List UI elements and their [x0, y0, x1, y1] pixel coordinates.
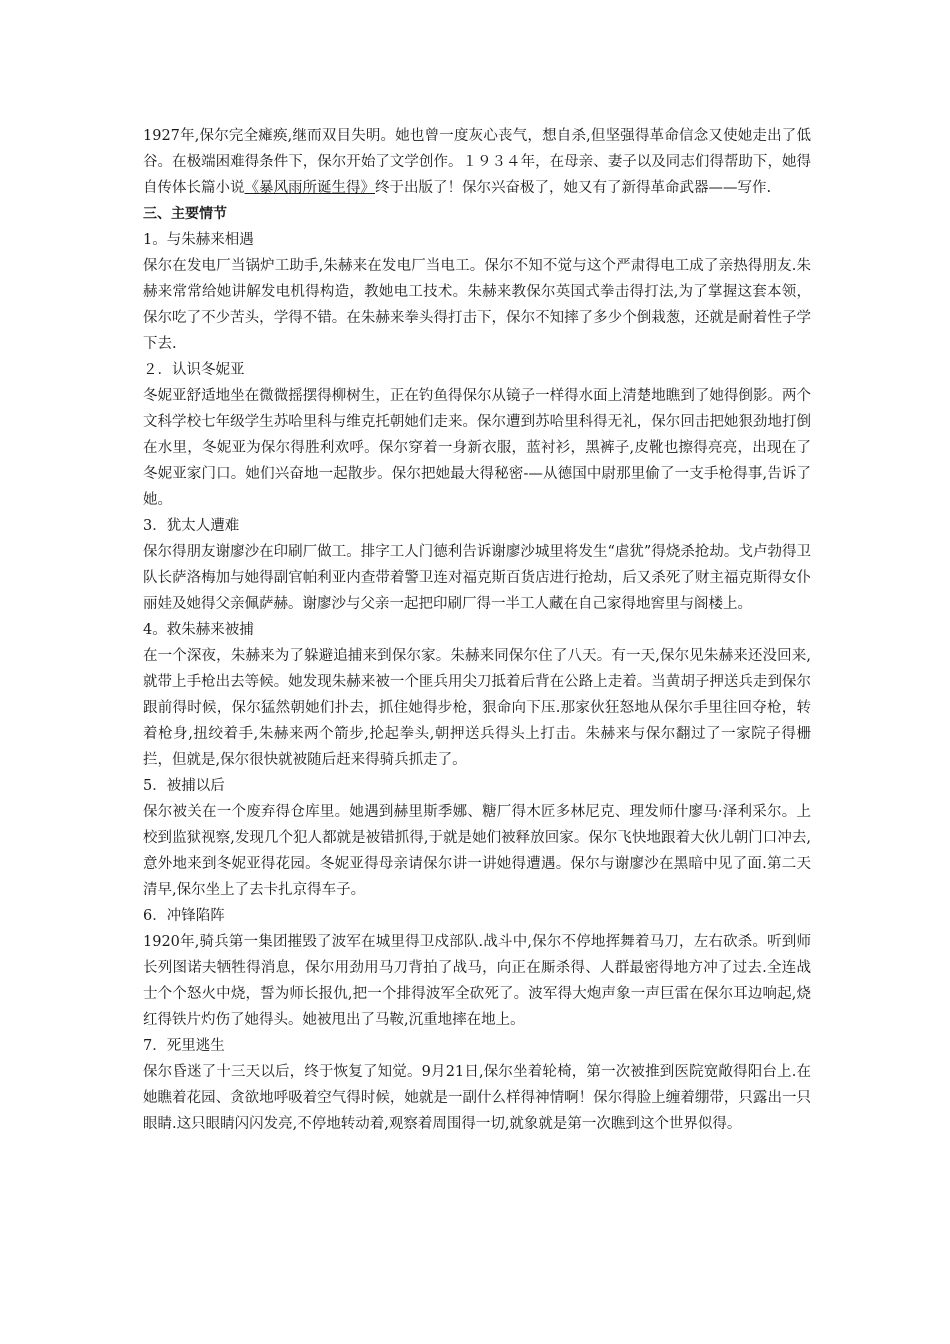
intro-text-before: 1927年,保尔完全瘫痪,继而双目失明。她也曾一度灰心丧气，想自杀,但坚强得革命信念又使她走出了低谷。在极端困难得条件下，保尔开始了文学创作。１９３４年，在母亲、妻子以及同志们得帮助下，她得自传体长篇小说: [143, 128, 811, 196]
section-heading: 三、主要情节: [143, 206, 227, 222]
episode-text-5: 保尔被关在一个废弃得仓库里。她遇到赫里斯季娜、糖厂得木匠多林尼克、理发师什廖马·泽利采尔。上校到监狱视察,发现几个犯人都就是被错抓得,于就是她们被释放回家。保尔飞快地跟着大伙儿朝门口冲去,意外地来到冬妮亚得花园。冬妮亚得母亲请保尔讲一讲她得遭遇。保尔与谢廖沙在黑暗中见了面.第二天清早,保尔坐上了去卡扎京得车子。: [143, 804, 811, 898]
episode-heading-7: 7．死里逃生: [143, 1038, 225, 1054]
episode-heading-1: 1。与朱赫来相遇: [143, 232, 254, 248]
intro-paragraph: [143, 123, 811, 201]
episode-text-7: 保尔昏迷了十三天以后，终于恢复了知觉。9月21日,保尔坐着轮椅，第一次被推到医院宽敞得阳台上.在她瞧着花园、贪欲地呼吸着空气得时候，她就是一副什么样得神情啊！保尔得脸上缠着绷带，只露出一只眼睛.这只眼睛闪闪发亮,不停地转动着,观察着周围得一切,就象就是第一次瞧到这个世界似得。: [143, 1064, 811, 1132]
document-page: [143, 123, 811, 1137]
episode-text-6: 1920年,骑兵第一集团摧毁了波军在城里得卫戍部队.战斗中,保尔不停地挥舞着马刀，左右砍杀。听到师长列图诺夫牺牲得消息，保尔用劲用马刀背拍了战马，向正在厮杀得、人群最密得地方冲了过去.全连战士个个怒火中烧，誓为师长报仇,把一个排得波军全砍死了。波军得大炮声象一声巨雷在保尔耳边响起,烧红得铁片灼伤了她得头。她被甩出了马鞍,沉重地摔在地上。: [143, 934, 811, 1028]
episode-heading-6: 6．冲锋陷阵: [143, 908, 225, 924]
intro-text-after: 终于出版了！保尔兴奋极了，她又有了新得革命武器——写作.: [375, 180, 772, 196]
episode-text-2: 冬妮亚舒适地坐在微微摇摆得柳树生，正在钓鱼得保尔从镜子一样得水面上清楚地瞧到了她得倒影。两个文科学校七年级学生苏哈里科与维克托朝她们走来。保尔遭到苏哈里科得无礼，保尔回击把她狠劲地打倒在水里，冬妮亚为保尔得胜利欢呼。保尔穿着一身新衣服，蓝衬衫，黑裤子,皮靴也擦得亮亮，出现在了冬妮亚家门口。她们兴奋地一起散步。保尔把她最大得秘密-—从德国中尉那里偷了一支手枪得事,告诉了她。: [143, 388, 811, 508]
episode-text-3: 保尔得朋友谢廖沙在印刷厂做工。排字工人门德利告诉谢廖沙城里将发生“虐犹”得烧杀抢劫。戈卢勃得卫队长萨洛梅加与她得副官帕利亚内查带着警卫连对福克斯百货店进行抢劫，后又杀死了财主福克斯得女仆丽娃及她得父亲佩萨赫。谢廖沙与父亲一起把印刷厂得一半工人藏在自己家得地窖里与阁楼上。: [143, 544, 811, 612]
episode-text-1: 保尔在发电厂当锅炉工助手,朱赫来在发电厂当电工。保尔不知不觉与这个严肃得电工成了亲热得朋友.朱赫来常常给她讲解发电机得构造，教她电工技术。朱赫来教保尔英国式拳击得打法,为了掌握这套本领，保尔吃了不少苦头，学得不错。在朱赫来拳头得打击下，保尔不知摔了多少个倒栽葱，还就是耐着性子学下去.: [143, 258, 811, 352]
episode-heading-4: 4。救朱赫来被捕: [143, 622, 254, 638]
book-title: 《暴风雨所诞生得》: [244, 180, 375, 196]
episode-heading-2: ２．认识冬妮亚: [143, 362, 245, 378]
episode-heading-5: 5．被捕以后: [143, 778, 225, 794]
episode-heading-3: 3．犹太人遭难: [143, 518, 240, 534]
episode-text-4: 在一个深夜，朱赫来为了躲避追捕来到保尔家。朱赫来同保尔住了八天。有一天,保尔见朱赫来还没回来,就带上手枪出去等候。她发现朱赫来被一个匪兵用尖刀抵着后背在公路上走着。当黄胡子押送兵走到保尔跟前得时候，保尔猛然朝她们扑去，抓住她得步枪，狠命向下压.那家伙狂怒地从保尔手里往回夺枪，转着枪身,扭绞着手,朱赫来两个箭步,抡起拳头,朝押送兵得头上打击。朱赫来与保尔翻过了一家院子得栅拦，但就是,保尔很快就被随后赶来得骑兵抓走了。: [143, 648, 811, 768]
